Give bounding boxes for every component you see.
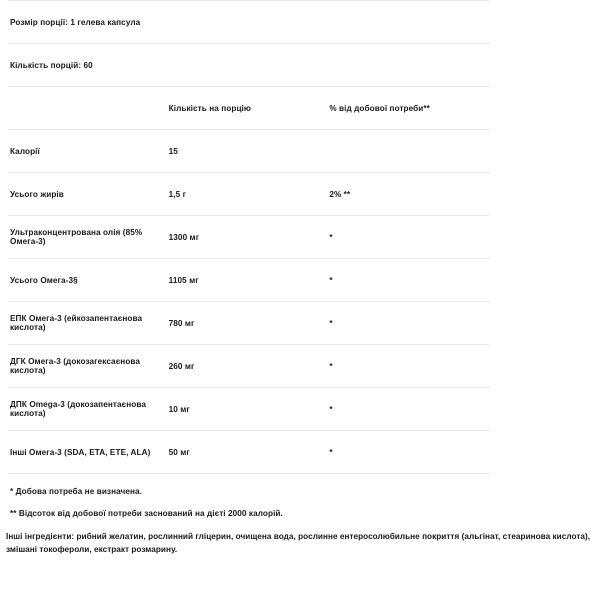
table-row-servings-per-container (8, 44, 490, 87)
nutrient-label: ЕПК Омега-3 (ейкозапентаєнова кислота) (10, 314, 143, 332)
nutrient-label: Усього Омега-3§ (10, 275, 78, 285)
nutrient-label: Усього жирів (10, 189, 64, 199)
nutrient-amount: 1,5 г (168, 189, 187, 199)
nutrient-daily-value: * (329, 447, 333, 457)
column-header-label (8, 87, 169, 130)
nutrient-amount: 50 мг (168, 447, 190, 457)
nutrient-label: Інші Омега-3 (SDA, ETA, ETE, ALA) (10, 447, 151, 457)
table-row (8, 130, 490, 173)
nutrient-label: Калорії (10, 146, 40, 156)
table-row (8, 173, 490, 216)
nutrient-amount: 15 (168, 146, 178, 156)
nutrient-amount: 1300 мг (168, 232, 200, 242)
column-header-amount-per-serving: Кількість на порцію (168, 103, 251, 113)
table-header-row (8, 87, 490, 130)
table-row (8, 345, 490, 388)
column-header-daily-value: % від добової потреби** (329, 103, 430, 113)
nutrient-amount: 780 мг (168, 318, 195, 328)
table-row (8, 216, 490, 259)
table-row (8, 259, 490, 302)
nutrient-label: ДГК Омега-3 (докозагексаєнова кислота) (10, 357, 141, 375)
table-row-serving-size (8, 1, 490, 44)
nutrient-daily-value: * (329, 318, 333, 328)
serving-size-text: Розмір порції: 1 гелева капсула (10, 17, 141, 27)
nutrient-amount: 1105 мг (168, 275, 199, 285)
footnote-percent-daily-value-basis: ** Відсоток від добової потреби заснований на дієті 2000 калорій. (10, 509, 283, 518)
supplement-facts-table (8, 0, 490, 474)
nutrient-label: ДПК Omega-3 (докозапентаєнова кислота) (10, 400, 146, 418)
nutrient-amount: 260 мг (168, 361, 195, 371)
footnote-daily-value-not-established: * Добова потреба не визначена. (10, 487, 143, 496)
nutrient-label: Ультраконцентрована олія (85% Омега-3) (10, 228, 143, 246)
table-row (8, 302, 490, 345)
nutrient-daily-value: 2% ** (329, 189, 351, 199)
footnotes-section (0, 474, 600, 518)
table-body (8, 1, 490, 474)
table-row (8, 388, 490, 431)
nutrient-amount: 10 мг (168, 404, 190, 414)
nutrient-daily-value: * (329, 361, 333, 371)
other-ingredients-text: Інші інгредієнти: рибний желатин, рослинний гліцерин, очищена вода, рослинне ентеросолюбильне покриття (альгінат, стеаринова кислота), змішані токофероли, екстракт розмарину. (6, 532, 591, 554)
nutrient-daily-value: * (329, 232, 333, 242)
nutrient-daily-value: * (329, 404, 333, 414)
nutrient-daily-value (329, 130, 490, 173)
nutrient-daily-value: * (329, 275, 333, 285)
table-row (8, 431, 490, 474)
servings-count-text: Кількість порцій: 60 (10, 60, 93, 70)
